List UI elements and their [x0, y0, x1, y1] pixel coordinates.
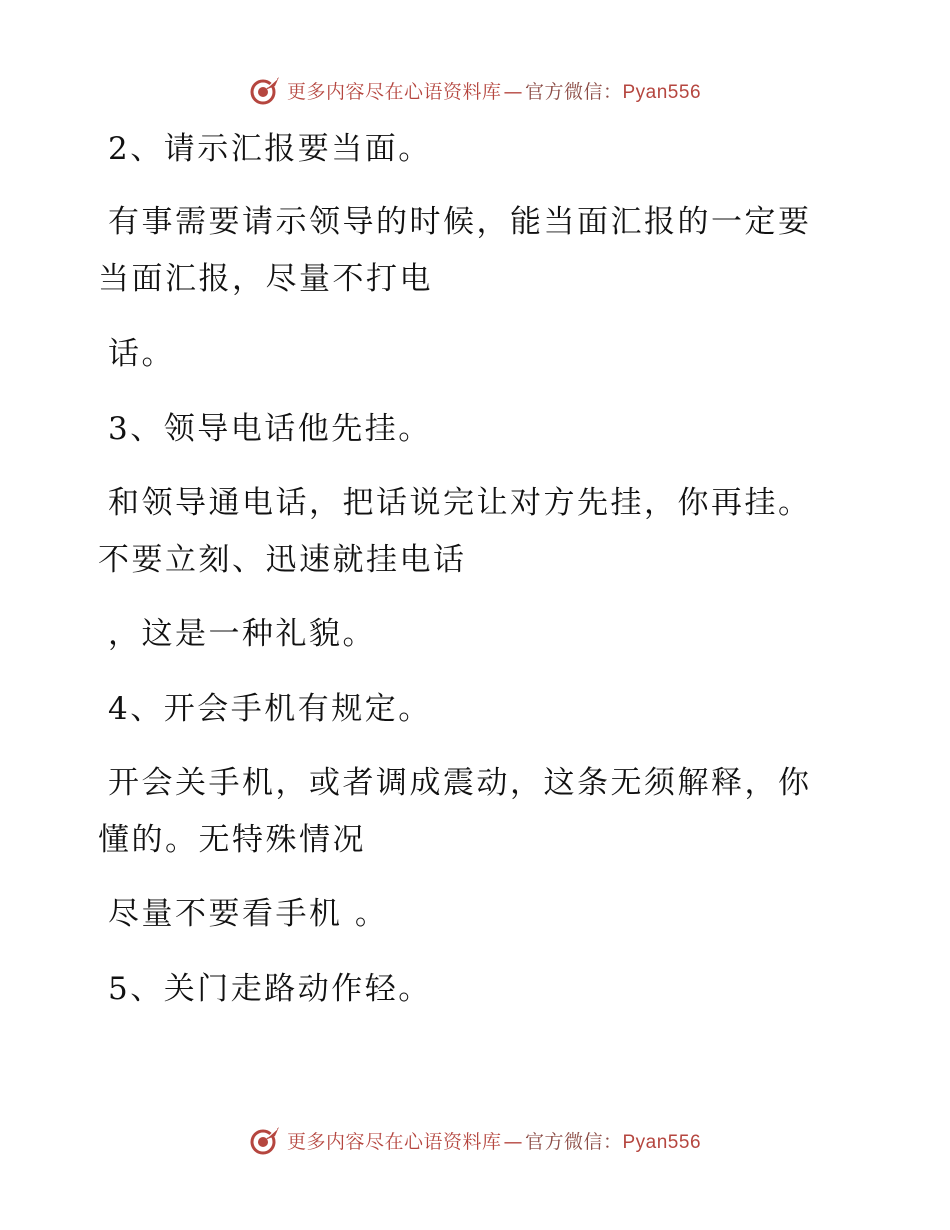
paragraph-line: 懂的。无特殊情况 — [98, 822, 366, 858]
paragraph-line: 和领导通电话，把话说完让对方先挂，你再挂。 — [108, 485, 812, 521]
quill-logo-icon — [249, 1124, 281, 1156]
banner-site: 更多内容尽在心语资料库 — [286, 1130, 502, 1153]
banner-dash: — — [503, 80, 523, 103]
paragraph-line: 有事需要请示领导的时候，能当面汇报的一定要 — [108, 204, 812, 240]
banner-text — [287, 1127, 701, 1154]
banner-official: 官方微信： — [524, 1130, 623, 1153]
paragraph-line: 不要立刻、迅速就挂电话 — [98, 542, 467, 578]
paragraph-line: 开会关手机，或者调成震动，这条无须解释，你 — [108, 765, 812, 801]
banner-official: 官方微信： — [524, 80, 623, 103]
banner-handle: Pyan556 — [622, 1131, 702, 1153]
banner-site: 更多内容尽在心语资料库 — [286, 80, 502, 103]
paragraph-line: ，这是一种礼貌。 — [108, 616, 376, 652]
heading-4: 4、开会手机有规定。 — [108, 691, 432, 727]
paragraph-line: 话。 — [108, 336, 175, 372]
paragraph-line: 当面汇报，尽量不打电 — [98, 261, 433, 297]
paragraph-line: 尽量不要看手机 。 — [108, 896, 389, 932]
banner-handle: Pyan556 — [622, 81, 702, 103]
heading-5: 5、关门走路动作轻。 — [108, 971, 432, 1007]
banner-dash: — — [503, 1130, 523, 1153]
heading-2: 2、请示汇报要当面。 — [108, 131, 432, 167]
heading-3: 3、领导电话他先挂。 — [108, 411, 432, 447]
footer-banner — [0, 1120, 950, 1160]
